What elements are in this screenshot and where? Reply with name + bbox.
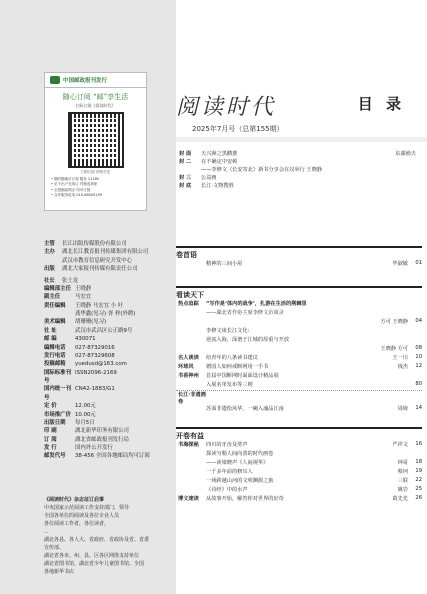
notice-line: 中央国家示范阅读工作支持部门，领导 [44, 505, 130, 511]
toc-entry[interactable] [176, 390, 422, 405]
issue-number: 2025年7月号（总第155期） [192, 125, 284, 133]
section-heading: 看读天下 [176, 286, 422, 300]
toc-entry[interactable] [176, 363, 422, 372]
masthead-row [44, 335, 174, 343]
notice-lines [44, 504, 170, 576]
masthead-value: 湖北长江教育报刊传媒集团有限公司 [62, 249, 149, 256]
masthead-value: 武汉市教育信息研究开发中心 [62, 257, 133, 264]
subscription-notice [44, 496, 170, 576]
masthead-key [44, 257, 62, 265]
masthead-value: 湖北新华印务有限公司 [75, 428, 129, 435]
notice-line: 各位阅读工作者，各位读者， [44, 521, 110, 527]
entry-page: 26 [415, 495, 422, 501]
ad-caption: 扫码订阅 即刻享受 [80, 170, 111, 174]
masthead-key: 国内统一刊号 [44, 386, 71, 401]
toc-entry[interactable] [176, 495, 422, 504]
toc-entry[interactable] [176, 327, 422, 336]
entry-title: “写作是‘体内的战争’，扎游在生活的荆棘里 [206, 301, 307, 307]
notice-line: 宣传部、 [44, 545, 65, 551]
masthead-value: 每月5日 [75, 419, 95, 426]
toc-entry[interactable] [176, 354, 422, 363]
masthead-key: 市场推广价 [44, 411, 71, 418]
entry-column: 博文速读 [178, 496, 199, 502]
entry-author: 钱杰 [397, 364, 408, 370]
section-entries [176, 300, 422, 414]
entry-author: 三联 [397, 478, 408, 484]
toc-entry[interactable] [176, 441, 422, 450]
masthead-row [44, 369, 174, 386]
entry-page: 25 [415, 486, 422, 492]
masthead-key: 责任编辑 [44, 302, 66, 309]
entry-title: ——湖北省作协主席李修文访谈录 [206, 310, 284, 316]
masthead-value: CN42-1883/G1 [75, 386, 115, 393]
entry-author: 严祥文 [392, 442, 408, 448]
entry-page: 19 [415, 468, 422, 474]
magazine-title-art: 阅读时代 [176, 95, 277, 120]
entry-title: 苏面非遗绘风华，一碗入魂品江南 [206, 406, 284, 412]
cover-row[interactable] [176, 158, 416, 166]
ad-line: • 足不出户在线订 刊物送到家 [51, 182, 98, 187]
entry-page: 04 [415, 318, 422, 324]
entry-page: 08 [415, 345, 422, 351]
entry-title: 一千多年前的修耳人 [206, 469, 253, 475]
toc-entry[interactable] [176, 450, 422, 459]
entry-page: 16 [415, 441, 422, 447]
toc-entry[interactable] [176, 381, 422, 390]
masthead-row [44, 427, 174, 435]
toc-entry[interactable] [176, 345, 422, 354]
entry-title: 入展名单发布等三则 [206, 382, 253, 388]
ad-subtitle: 扫码订阅《阅读时代》 [75, 103, 116, 108]
notice-line: 湖北各县、各人大、省政府、省政协及省、省委 [44, 537, 150, 543]
entry-page: 14 [415, 405, 422, 411]
toc-entry[interactable] [176, 260, 422, 269]
cover-row[interactable] [176, 182, 416, 190]
entry-author: 蔡珂 [397, 469, 408, 475]
entry-column: 长江·非遗画卷 [178, 392, 206, 405]
masthead-key: 编辑电话 [44, 344, 66, 351]
cover-row[interactable] [176, 150, 416, 158]
ad-company: 中国邮政报刊发行 [63, 78, 108, 84]
toc-entry[interactable] [176, 459, 422, 468]
ad-line: • 合作服务电话 010-68009199 [51, 192, 103, 197]
masthead-value: 马宏宜 [75, 294, 92, 301]
cover-value: 公益画 [201, 175, 217, 182]
entry-author: 王一川 [392, 355, 408, 361]
masthead-row [44, 293, 174, 301]
masthead-row [44, 327, 174, 335]
entry-author: 姚岩 [397, 487, 408, 493]
masthead-value: 王晓静 [75, 285, 92, 292]
cover-value: ——李修文《长安寄北》新书分享会在汉举行 王晓静 [201, 167, 322, 174]
entry-title: 四川的牙齿及蒡声 [206, 442, 248, 448]
cover-value: 在不确定中安顿 [201, 159, 238, 166]
masthead-row [44, 444, 174, 452]
masthead-row [44, 285, 174, 293]
entry-column: 书海探秘 [178, 442, 199, 448]
ad-header [45, 73, 146, 88]
section-entries [176, 260, 422, 269]
cover-value: 长江·文物搜胜 [201, 183, 234, 190]
china-post-logo-icon [50, 76, 60, 84]
masthead-value: 027-87329016 [75, 344, 115, 351]
masthead-value: 王晓静 马宏宜 小 叶 [75, 302, 124, 309]
masthead-row [44, 240, 174, 248]
entry-title: ——读梁晓声《人间视华》 [206, 460, 269, 466]
masthead-key: 社 址 [44, 327, 57, 334]
entry-page: 80 [415, 381, 422, 387]
ad-slogan: 随心订阅 “邮”享生活 [62, 93, 129, 101]
masthead-row [44, 452, 174, 460]
toc-entry[interactable] [176, 318, 422, 327]
masthead-value: 龚华鑫(见习) 胥 梓(外聘) [75, 311, 136, 317]
masthead-key: 出版 [44, 266, 55, 273]
toc-entry[interactable] [176, 477, 422, 486]
entry-title: 《诗经》中的水声 [206, 487, 248, 493]
ad-lines [45, 175, 146, 198]
masthead-row [44, 411, 174, 419]
toc-entry[interactable] [176, 405, 422, 414]
entry-author: 葛先光 [392, 496, 408, 502]
masthead-row [44, 248, 174, 256]
cover-credit: 东湖渔夫 [395, 151, 416, 157]
ad-line: • 随时随地可订阅 服务 11185 [51, 177, 100, 181]
masthead-row [44, 302, 174, 310]
masthead-value: 38-456 全国各地邮局均可订阅 [75, 453, 150, 460]
header-divider [176, 137, 427, 142]
masthead-value: 长江出版传媒股份有限公司 [62, 241, 127, 247]
entry-author: 王晓静 方可 [380, 346, 408, 352]
cover-key: 封 底 [179, 183, 192, 190]
notice-line: 各地新华书店 [44, 569, 75, 575]
section-heading: 开卷有益 [176, 427, 422, 441]
entry-column: 热点追踪 [178, 301, 199, 307]
masthead-key: 美术编辑 [44, 319, 66, 326]
entry-column: 书香神州 [178, 373, 199, 379]
masthead-key: 社长 [44, 277, 55, 284]
masthead-key: 主管 [44, 241, 55, 247]
notice-line: 全国各单位的阅读及各位专业人员 [44, 513, 120, 519]
entry-page: 22 [415, 477, 422, 483]
entry-title: 探读匀勒人间向善的时代画卷 [206, 451, 274, 457]
toc-entry[interactable] [176, 309, 422, 318]
masthead-key: 邮发代号 [44, 453, 66, 460]
masthead-row [44, 265, 174, 273]
ad-line: • 全国邮政网点 均可订阅 [51, 187, 91, 192]
subscription-ad[interactable] [44, 72, 147, 211]
entry-title: 给青年的八条读书建议 [206, 355, 258, 361]
masthead-key: 主办 [44, 249, 55, 256]
cover-key: 封 二 [179, 159, 192, 166]
entry-author: 钟哥 [397, 460, 408, 466]
entry-author: 毕淑敏 [392, 261, 408, 267]
masthead-value: 湖北省邮政报刊发行局 [75, 436, 129, 443]
masthead [44, 240, 174, 461]
masthead-row [44, 402, 174, 410]
entry-title: 逆流入海，深谱于江城的厚重与开放 [206, 337, 290, 343]
entry-title: 一场跨越山河的文明渊源之旅 [206, 478, 274, 484]
masthead-key: 国际标准刊号 [44, 369, 71, 384]
entry-column: 环球风 [178, 364, 194, 370]
entry-title: 李修文谈长江文化： [206, 328, 253, 334]
notice-line: ... [44, 529, 49, 535]
section-entries [176, 441, 422, 504]
notice-line: 湖北省各市、州、县、区各区网络支持单位 [44, 553, 140, 559]
masthead-value: 430071 [75, 336, 96, 343]
masthead-row [44, 310, 174, 318]
cover-key: 封 面 [179, 151, 192, 157]
masthead-value: 12.00元 [75, 403, 96, 410]
entry-page: 18 [415, 459, 422, 465]
left-column [0, 0, 176, 594]
entry-author: 方可 王晓静 [380, 319, 408, 325]
masthead-value: 张土龙 [62, 277, 79, 284]
masthead-key: 出版日期 [44, 419, 66, 426]
entry-author: 周绮 [397, 406, 408, 412]
entry-page: 12 [415, 363, 422, 369]
cover-credits [176, 150, 416, 190]
entry-page: 01 [415, 260, 422, 266]
cover-key: 封 三 [179, 175, 192, 182]
toc-column [176, 0, 427, 594]
masthead-row [44, 344, 174, 352]
masthead-key: 发 行 [44, 445, 57, 451]
masthead-key [44, 310, 75, 318]
entry-page: 10 [415, 354, 422, 360]
masthead-key: 副主任 [44, 294, 61, 301]
masthead-key: 印 刷 [44, 428, 57, 435]
toc-entry[interactable] [176, 300, 422, 309]
masthead-value: yuedusd@163.com [75, 361, 127, 368]
masthead-row [44, 318, 174, 326]
toc-entry[interactable] [176, 372, 422, 381]
masthead-value: ISSN2096-2169 [75, 369, 117, 376]
masthead-row [44, 436, 174, 444]
masthead-value: 湖北大家报刊传媒有限责任公司 [62, 266, 138, 273]
masthead-value: 国内外公开发行 [75, 445, 113, 451]
cover-value: 天兴洲之黑鹳薏 [201, 151, 238, 157]
masthead-key: 发行电话 [44, 352, 66, 359]
masthead-value: 10.00元 [75, 411, 96, 418]
toc-entry[interactable] [176, 468, 422, 477]
cover-row[interactable] [176, 166, 416, 174]
cover-row[interactable] [176, 174, 416, 182]
notice-line: 湖北省图书馆、湖北省少年儿童图书馆、全国 [44, 561, 145, 567]
notice-title: 《阅读时代》杂志征订启事 [44, 497, 105, 503]
masthead-key: 定 价 [44, 403, 57, 410]
entry-title: 从故事开始，解答你对世界的好奇 [206, 496, 284, 502]
masthead-row [44, 385, 174, 402]
masthead-key: 投稿邮箱 [44, 361, 66, 368]
masthead-key: 编辑部主任 [44, 285, 71, 292]
entry-title: 德国人如何戒断网用一手书 [206, 364, 269, 370]
masthead-value: 武汉市武昌区公正路9号 [75, 327, 133, 334]
masthead-key: 订 阅 [44, 436, 57, 443]
toc-entry[interactable] [176, 336, 422, 345]
entry-column: 名人谈读 [178, 355, 199, 361]
masthead-value: 027-87329608 [75, 352, 115, 359]
masthead-row [44, 360, 174, 368]
masthead-value: 胡珊珊(见习) [75, 319, 107, 326]
masthead-row [44, 352, 174, 360]
entry-title: 首届中国断网时面面设计精品展 [206, 373, 279, 379]
qr-code-icon[interactable] [68, 112, 124, 168]
masthead-key: 邮 编 [44, 336, 57, 343]
toc-entry[interactable] [176, 486, 422, 495]
masthead-row [44, 257, 174, 265]
entry-title: 精神的三间小屋 [206, 261, 243, 267]
toc-heading: 目 录 [357, 95, 405, 113]
masthead-row [44, 277, 174, 285]
masthead-row [44, 419, 174, 427]
section-heading: 卷首语 [176, 246, 422, 260]
